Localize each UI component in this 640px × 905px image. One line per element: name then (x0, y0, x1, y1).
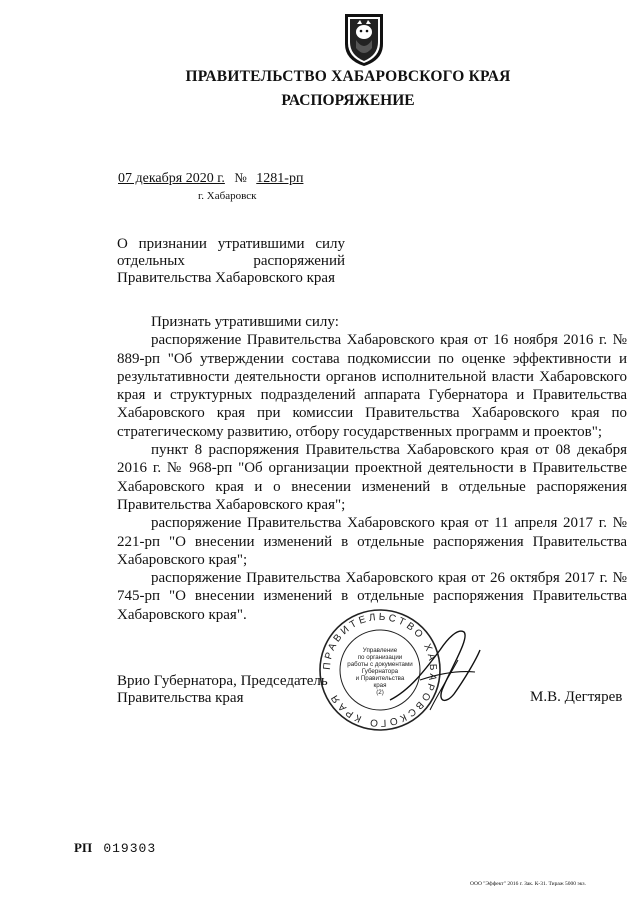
stamp-line: и Правительства (355, 675, 405, 682)
form-serial-number: 019303 (103, 841, 157, 856)
form-serial (74, 840, 156, 856)
document-number: 1281-рп (256, 171, 304, 186)
stamp-ring-text: ПРАВИТЕЛЬСТВО ХАБАРОВСКОГО КРАЯ (321, 611, 439, 729)
document-type: РАСПОРЯЖЕНИЕ (281, 92, 415, 109)
form-code: РП (74, 840, 93, 855)
body-item: распоряжение Правительства Хабаровского края от 11 апреля 2017 г. № 221-рп "О внесении изменений в отдельные распоряжения Правительства Хабаровского края"; (117, 515, 627, 568)
handwritten-signature (380, 620, 490, 720)
signatory-position (117, 673, 328, 706)
stamp-line: работы с документами (347, 661, 413, 668)
body-intro: Признать утратившими силу: (151, 314, 339, 330)
document-subject: О признании утратившими силу отдельных распоряжений Правительства Хабаровского края (117, 236, 345, 286)
body-item: распоряжение Правительства Хабаровского края от 26 октября 2017 г. № 745-рп "О внесении изменений в отдельные распоряжения Правительства Хабаровского края". (117, 570, 627, 623)
printer-imprint: ООО "Эффект" 2016 г. Зак. К-31. Тираж 5000 экз. (470, 881, 586, 887)
signatory-position-line: Правительства края (117, 689, 244, 706)
city: г. Хабаровск (198, 190, 257, 202)
date-number-line (118, 170, 303, 187)
number-sign: № (234, 170, 247, 185)
document-body (117, 313, 627, 624)
stamp-line: (2) (376, 689, 384, 696)
stamp-line: Управление (362, 647, 398, 654)
government-title: ПРАВИТЕЛЬСТВО ХАБАРОВСКОГО КРАЯ (185, 68, 511, 85)
body-item: пункт 8 распоряжения Правительства Хабаровского края от 08 декабря 2016 г. № 968-рп "Об организации проектной деятельности в Правительстве Хабаровского края и о внесении изменений в отдельные распоряжения Правительства Хабаровского края"; (117, 442, 627, 513)
signatory-position-line: Врио Губернатора, Председатель (117, 673, 328, 689)
coat-of-arms-icon (342, 10, 386, 68)
stamp-line: Губернатора (361, 668, 399, 675)
stamp-line: по организации (357, 654, 403, 661)
stamp-line: края (373, 682, 387, 689)
document-date: 07 декабря 2020 г. (118, 171, 225, 186)
body-item: распоряжение Правительства Хабаровского края от 16 ноября 2016 г. № 889-рп "Об утверждении состава подкомиссии по оценке эффективности и результативности деятельности органов исполнительной власти Хабаровского края и структурных подразделений аппарата Губернатора и Правительства Хабаровского края при комиссии Правительства Хабаровского края по стратегическому развитию, отбору государственных программ и проектов"; (117, 332, 627, 440)
signatory-name: М.В. Дегтярев (530, 689, 623, 705)
